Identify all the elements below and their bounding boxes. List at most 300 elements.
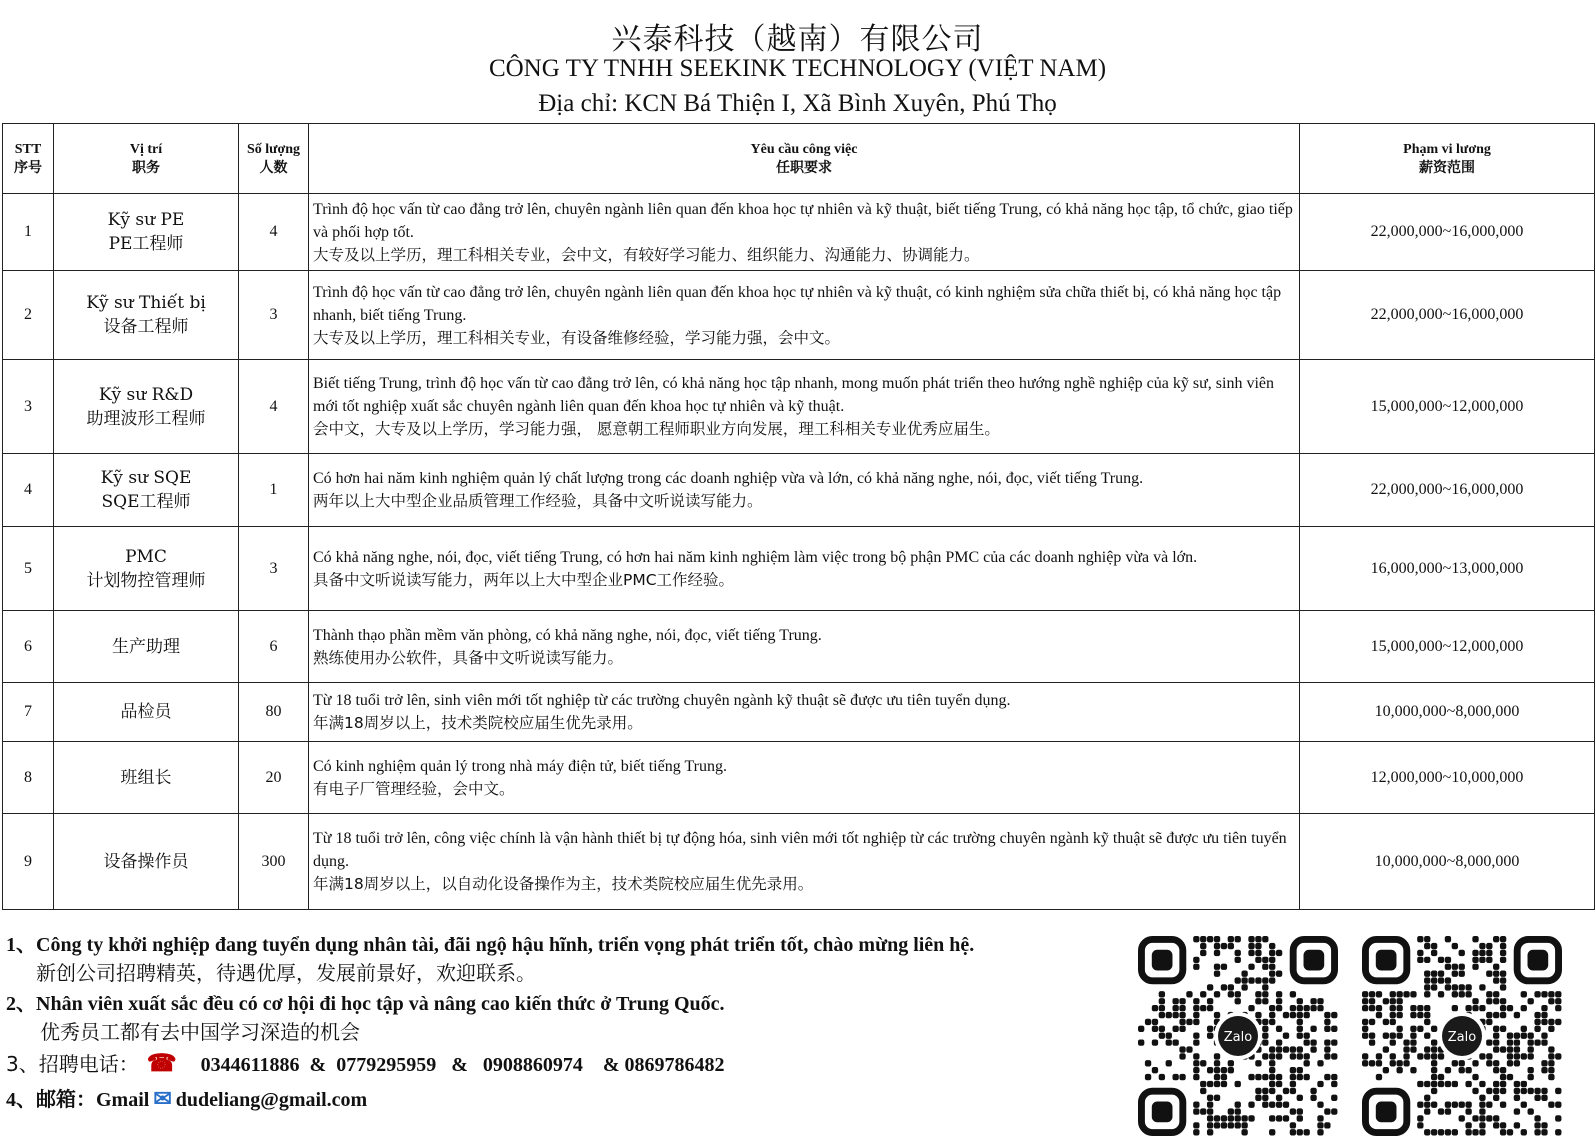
qr-module [1304, 1129, 1310, 1135]
row-quantity: 80 [239, 683, 309, 742]
qr-module [1269, 1060, 1275, 1066]
qr-module [1479, 957, 1485, 963]
table-row [3, 527, 1595, 611]
qr-module [1479, 1102, 1485, 1108]
qr-module [1235, 998, 1241, 1004]
qr-module [1514, 1039, 1520, 1045]
qr-module [1159, 998, 1165, 1004]
qr-module [1493, 977, 1499, 983]
qr-module [1317, 1115, 1323, 1121]
qr-module [1465, 991, 1471, 997]
qr-module [1262, 1074, 1268, 1080]
qr-module [1528, 1088, 1534, 1094]
qr-module [1310, 1088, 1316, 1094]
qr-module [1445, 1081, 1451, 1087]
row-position: PMC 计划物控管理师 [54, 527, 239, 611]
qr-module [1541, 1005, 1547, 1011]
qr-module [1465, 1129, 1471, 1135]
qr-module [1159, 991, 1165, 997]
row-requirements: Trình độ học vấn từ cao đẳng trở lên, chuyên ngành liên quan đến khoa học tự nhiên và kỹ thuật, có kinh nghiệm sửa chữa thiết bị, có khả năng học tập nhanh, biết tiếng Trung. 大专及以上学历，理工科相关专业，有设备维修经验，学习能力强，会中文。 [309, 271, 1300, 360]
qr-module [1486, 991, 1492, 997]
qr-module [1493, 1088, 1499, 1094]
qr-module [1507, 1074, 1513, 1080]
qr-module [1390, 1019, 1396, 1025]
qr-module [1472, 998, 1478, 1004]
qr-module [1193, 1129, 1199, 1135]
row-stt: 7 [3, 683, 54, 742]
qr-module [1255, 957, 1261, 963]
qr-module [1262, 998, 1268, 1004]
company-address: Địa chỉ: KCN Bá Thiện I, Xã Bình Xuyên, Phú Thọ [538, 90, 1057, 117]
qr-module [1317, 1102, 1323, 1108]
qr-module [1248, 964, 1254, 970]
qr-module [1290, 1122, 1296, 1128]
qr-module [1555, 1005, 1561, 1011]
qr-module [1431, 970, 1437, 976]
qr-module [1424, 1033, 1430, 1039]
qr-module [1248, 943, 1254, 949]
row-stt: 5 [3, 527, 54, 611]
qr-module [1200, 1060, 1206, 1066]
qr-module [1500, 1074, 1506, 1080]
row-position: Kỹ sư R&D 助理波形工程师 [54, 360, 239, 454]
qr-module [1297, 998, 1303, 1004]
note-2-vn: 2、Nhân viên xuất sắc đều có cơ hội đi học tập và nâng cao kiến thức ở Trung Quốc. [6, 993, 725, 1015]
qr-module [1534, 1026, 1540, 1032]
qr-module [1290, 1081, 1296, 1087]
qr-module [1297, 1005, 1303, 1011]
qr-module [1438, 991, 1444, 997]
qr-module [1166, 1012, 1172, 1018]
qr-module [1500, 1102, 1506, 1108]
qr-module [1500, 977, 1506, 983]
qr-module [1548, 1026, 1554, 1032]
qr-module [1276, 970, 1282, 976]
qr-module [1362, 1005, 1368, 1011]
qr-module [1179, 1019, 1185, 1025]
qr-module [1362, 991, 1368, 997]
qr-module [1424, 970, 1430, 976]
row-salary: 12,000,000~10,000,000 [1300, 742, 1595, 814]
qr-module [1304, 1060, 1310, 1066]
qr-module [1297, 1012, 1303, 1018]
row-quantity: 3 [239, 527, 309, 611]
qr-module [1424, 1129, 1430, 1135]
qr-module [1221, 1115, 1227, 1121]
qr-module [1493, 1033, 1499, 1039]
qr-module [1362, 1019, 1368, 1025]
row-requirements: Có khả năng nghe, nói, đọc, viết tiếng Trung, có hơn hai năm kinh nghiệm làm việc trong bộ phận PMC của các doanh nghiệp vừa và lớn. 具备中文听说读写能力，两年以上大中型企业PMC工作经验。 [309, 527, 1300, 611]
qr-module [1283, 1033, 1289, 1039]
qr-module [1383, 1033, 1389, 1039]
qr-module [1304, 1012, 1310, 1018]
qr-module [1214, 1060, 1220, 1066]
qr-module [1541, 1060, 1547, 1066]
qr-module [1507, 1129, 1513, 1135]
qr-module [1221, 1067, 1227, 1073]
qr-module [1521, 1088, 1527, 1094]
qr-module [1424, 957, 1430, 963]
qr-module [1269, 977, 1275, 983]
row-position: 设备操作员 [54, 814, 239, 910]
qr-module [1172, 998, 1178, 1004]
table-row [3, 742, 1595, 814]
qr-finder-pattern [1141, 939, 1182, 980]
qr-module [1521, 991, 1527, 997]
qr-module [1514, 1046, 1520, 1052]
qr-module [1548, 998, 1554, 1004]
qr-module [1241, 970, 1247, 976]
qr-module [1424, 1095, 1430, 1101]
qr-module [1269, 1053, 1275, 1059]
qr-module [1500, 1012, 1506, 1018]
qr-module [1534, 1039, 1540, 1045]
qr-module [1324, 1026, 1330, 1032]
qr-module [1528, 998, 1534, 1004]
qr-module [1200, 1081, 1206, 1087]
phone-numbers[interactable]: 0344611886 & 0779295959 & 0908860974 & 0869786482 [200, 1054, 725, 1076]
qr-module [1431, 984, 1437, 990]
qr-module [1445, 1067, 1451, 1073]
row-requirements: Từ 18 tuổi trở lên, công việc chính là vận hành thiết bị tự động hóa, sinh viên mới tốt nghiệp từ các trường chuyên ngành kỹ thuật sẽ được ưu tiên tuyển dụng. 年满18周岁以上，以自动化设备操作为主，技术类院校应届生优先录用。 [309, 814, 1300, 910]
qr-module [1262, 1088, 1268, 1094]
qr-module [1417, 1026, 1423, 1032]
qr-module [1269, 1046, 1275, 1052]
qr-module [1269, 950, 1275, 956]
qr-module [1548, 1067, 1554, 1073]
qr-module [1514, 1033, 1520, 1039]
qr-module [1376, 991, 1382, 997]
qr-module [1507, 1005, 1513, 1011]
row-quantity: 3 [239, 271, 309, 360]
qr-module [1417, 1122, 1423, 1128]
qr-module [1235, 936, 1241, 942]
qr-module [1486, 943, 1492, 949]
qr-module [1166, 1060, 1172, 1066]
row-requirements: Có hơn hai năm kinh nghiệm quản lý chất lượng trong các doanh nghiệp vừa và lớn, có khả năng nghe, nói, đọc, viết tiếng Trung. 两年以上大中型企业品质管理工作经验，具备中文听说读写能力。 [309, 454, 1300, 527]
qr-module [1179, 1005, 1185, 1011]
qr-module [1324, 1108, 1330, 1114]
qr-module [1138, 1039, 1144, 1045]
qr-module [1214, 1067, 1220, 1073]
qr-module [1193, 1039, 1199, 1045]
qr-module [1486, 1053, 1492, 1059]
qr-module [1452, 1081, 1458, 1087]
qr-module [1145, 1074, 1151, 1080]
qr-module [1417, 1053, 1423, 1059]
qr-module [1472, 950, 1478, 956]
qr-module [1410, 1046, 1416, 1052]
qr-module [1179, 1074, 1185, 1080]
qr-module [1486, 950, 1492, 956]
email-address[interactable]: dudeliang@gmail.com [175, 1089, 368, 1111]
qr-module [1283, 1102, 1289, 1108]
qr-module [1479, 984, 1485, 990]
qr-module [1304, 1074, 1310, 1080]
table-row [3, 454, 1595, 527]
qr-module [1269, 943, 1275, 949]
company-name-vn: CÔNG TY TNHH SEEKINK TECHNOLOGY (VIỆT NAM) [488, 55, 1107, 82]
qr-module [1228, 1067, 1234, 1073]
qr-module [1376, 1005, 1382, 1011]
qr-module [1376, 1060, 1382, 1066]
qr-module [1493, 1012, 1499, 1018]
qr-module [1297, 1046, 1303, 1052]
job-table [2, 123, 1595, 910]
qr-module [1304, 1005, 1310, 1011]
qr-module [1472, 1005, 1478, 1011]
qr-module [1403, 1046, 1409, 1052]
row-salary: 16,000,000~13,000,000 [1300, 527, 1595, 611]
qr-module [1445, 1108, 1451, 1114]
qr-module [1317, 1005, 1323, 1011]
qr-module [1452, 1060, 1458, 1066]
row-quantity: 4 [239, 360, 309, 454]
qr-module [1396, 998, 1402, 1004]
qr-module [1410, 991, 1416, 997]
qr-module [1193, 936, 1199, 942]
qr-module [1396, 1060, 1402, 1066]
qr-module [1304, 1053, 1310, 1059]
row-position: Kỹ sư Thiết bị 设备工程师 [54, 271, 239, 360]
qr-module [1493, 1026, 1499, 1032]
qr-module [1317, 1122, 1323, 1128]
qr-module [1262, 1019, 1268, 1025]
qr-module [1431, 1088, 1437, 1094]
qr-module [1528, 1074, 1534, 1080]
qr-module [1221, 984, 1227, 990]
qr-module [1248, 1005, 1254, 1011]
qr-module [1514, 1122, 1520, 1128]
qr-module [1290, 1088, 1296, 1094]
qr-module [1152, 1067, 1158, 1073]
qr-module [1221, 1074, 1227, 1080]
qr-module [1452, 1005, 1458, 1011]
qr-module [1465, 1122, 1471, 1128]
qr-module [1486, 1019, 1492, 1025]
qr-module [1248, 936, 1254, 942]
qr-module [1179, 1053, 1185, 1059]
qr-module [1500, 1122, 1506, 1128]
qr-module [1376, 1012, 1382, 1018]
qr-module [1472, 957, 1478, 963]
qr-module [1493, 1060, 1499, 1066]
qr-module [1383, 998, 1389, 1004]
qr-module [1262, 984, 1268, 990]
qr-module [1514, 1081, 1520, 1087]
zalo-logo-label: Zalo [1223, 1030, 1253, 1045]
qr-module [1486, 970, 1492, 976]
qr-module [1548, 1046, 1554, 1052]
qr-module [1235, 1108, 1241, 1114]
qr-module [1555, 1102, 1561, 1108]
note-1-cn: 新创公司招聘精英，待遇优厚，发展前景好，欢迎联系。 [36, 961, 536, 985]
qr-module [1431, 1060, 1437, 1066]
qr-module [1269, 964, 1275, 970]
qr-module [1521, 1026, 1527, 1032]
qr-module [1541, 1067, 1547, 1073]
qr-module [1500, 936, 1506, 942]
zalo-qr-code-2[interactable] [1362, 936, 1562, 1136]
qr-module [1472, 964, 1478, 970]
qr-module [1283, 1046, 1289, 1052]
row-quantity: 20 [239, 742, 309, 814]
qr-module [1424, 984, 1430, 990]
qr-module [1541, 1129, 1547, 1135]
qr-module [1417, 957, 1423, 963]
qr-module [1431, 1026, 1437, 1032]
qr-module [1500, 970, 1506, 976]
qr-module [1514, 1108, 1520, 1114]
qr-module [1159, 1012, 1165, 1018]
qr-module [1297, 1115, 1303, 1121]
qr-module [1172, 1039, 1178, 1045]
qr-module [1396, 1005, 1402, 1011]
qr-module [1500, 1026, 1506, 1032]
qr-module [1262, 1095, 1268, 1101]
qr-module [1362, 998, 1368, 1004]
qr-module [1276, 1074, 1282, 1080]
row-quantity: 4 [239, 194, 309, 271]
row-salary: 15,000,000~12,000,000 [1300, 611, 1595, 683]
qr-module [1548, 1060, 1554, 1066]
qr-module [1276, 1026, 1282, 1032]
qr-module [1255, 991, 1261, 997]
qr-module [1304, 1033, 1310, 1039]
qr-module [1297, 1095, 1303, 1101]
qr-module [1214, 1095, 1220, 1101]
qr-finder-pattern [1293, 939, 1334, 980]
qr-module [1324, 1046, 1330, 1052]
qr-module [1221, 1122, 1227, 1128]
qr-module [1193, 957, 1199, 963]
qr-module [1479, 1005, 1485, 1011]
qr-module [1493, 1039, 1499, 1045]
qr-module [1276, 1095, 1282, 1101]
qr-module [1324, 1122, 1330, 1128]
qr-module [1262, 977, 1268, 983]
qr-module [1255, 1095, 1261, 1101]
qr-module [1424, 1012, 1430, 1018]
qr-module [1235, 957, 1241, 963]
qr-module [1521, 1005, 1527, 1011]
qr-module [1396, 1026, 1402, 1032]
qr-module [1424, 1019, 1430, 1025]
qr-module [1396, 1067, 1402, 1073]
qr-module [1493, 1115, 1499, 1121]
qr-module [1424, 1108, 1430, 1114]
qr-module [1390, 998, 1396, 1004]
qr-module [1452, 1102, 1458, 1108]
qr-module [1221, 943, 1227, 949]
qr-module [1235, 950, 1241, 956]
qr-module [1269, 1081, 1275, 1087]
qr-module [1276, 1039, 1282, 1045]
qr-finder-pattern [1141, 1091, 1182, 1132]
qr-module [1152, 1005, 1158, 1011]
qr-module [1193, 1033, 1199, 1039]
qr-module [1228, 1122, 1234, 1128]
qr-module [1500, 1088, 1506, 1094]
qr-module [1186, 1019, 1192, 1025]
qr-module [1207, 1122, 1213, 1128]
qr-module [1541, 1088, 1547, 1094]
qr-module [1417, 1081, 1423, 1087]
row-quantity: 6 [239, 611, 309, 683]
qr-module [1486, 1039, 1492, 1045]
qr-module [1410, 1026, 1416, 1032]
row-quantity: 300 [239, 814, 309, 910]
qr-module [1235, 977, 1241, 983]
row-salary: 22,000,000~16,000,000 [1300, 454, 1595, 527]
qr-module [1534, 1122, 1540, 1128]
qr-module [1200, 1108, 1206, 1114]
qr-module [1214, 950, 1220, 956]
qr-module [1241, 984, 1247, 990]
qr-module [1500, 950, 1506, 956]
qr-module [1465, 1005, 1471, 1011]
qr-module [1431, 977, 1437, 983]
qr-module [1200, 1005, 1206, 1011]
qr-module [1438, 970, 1444, 976]
table-row [3, 360, 1595, 454]
qr-module [1172, 1012, 1178, 1018]
qr-module [1290, 1074, 1296, 1080]
qr-module [1465, 1102, 1471, 1108]
qr-module [1166, 1039, 1172, 1045]
qr-module [1465, 1108, 1471, 1114]
qr-module [1269, 970, 1275, 976]
qr-module [1331, 1039, 1337, 1045]
qr-module [1159, 1074, 1165, 1080]
qr-module [1410, 1033, 1416, 1039]
qr-module [1193, 1122, 1199, 1128]
qr-module [1500, 957, 1506, 963]
qr-module [1479, 1129, 1485, 1135]
qr-module [1255, 1074, 1261, 1080]
qr-module [1403, 1060, 1409, 1066]
qr-module [1283, 1012, 1289, 1018]
qr-module [1276, 1102, 1282, 1108]
qr-module [1269, 1019, 1275, 1025]
note-2-cn: 优秀员工都有去中国学习深造的机会 [40, 1020, 360, 1044]
qr-module [1241, 1122, 1247, 1128]
qr-module [1200, 950, 1206, 956]
row-salary: 15,000,000~12,000,000 [1300, 360, 1595, 454]
header-stt: STT 序号 [3, 124, 54, 194]
qr-module [1479, 1053, 1485, 1059]
qr-module [1459, 970, 1465, 976]
qr-module [1445, 1102, 1451, 1108]
qr-module [1214, 936, 1220, 942]
row-requirements: Có kinh nghiệm quản lý trong nhà máy điện tử, biết tiếng Trung. 有电子厂管理经验，会中文。 [309, 742, 1300, 814]
qr-module [1207, 1005, 1213, 1011]
qr-module [1500, 1067, 1506, 1073]
qr-module [1514, 1060, 1520, 1066]
qr-module [1465, 1067, 1471, 1073]
qr-module [1193, 1060, 1199, 1066]
qr-module [1541, 991, 1547, 997]
qr-module [1262, 1053, 1268, 1059]
qr-module [1310, 1095, 1316, 1101]
qr-module [1445, 984, 1451, 990]
qr-module [1269, 1102, 1275, 1108]
row-position: 品检员 [54, 683, 239, 742]
qr-module [1521, 1081, 1527, 1087]
qr-module [1255, 1060, 1261, 1066]
qr-module [1207, 1095, 1213, 1101]
zalo-qr-code-1[interactable] [1138, 936, 1338, 1136]
